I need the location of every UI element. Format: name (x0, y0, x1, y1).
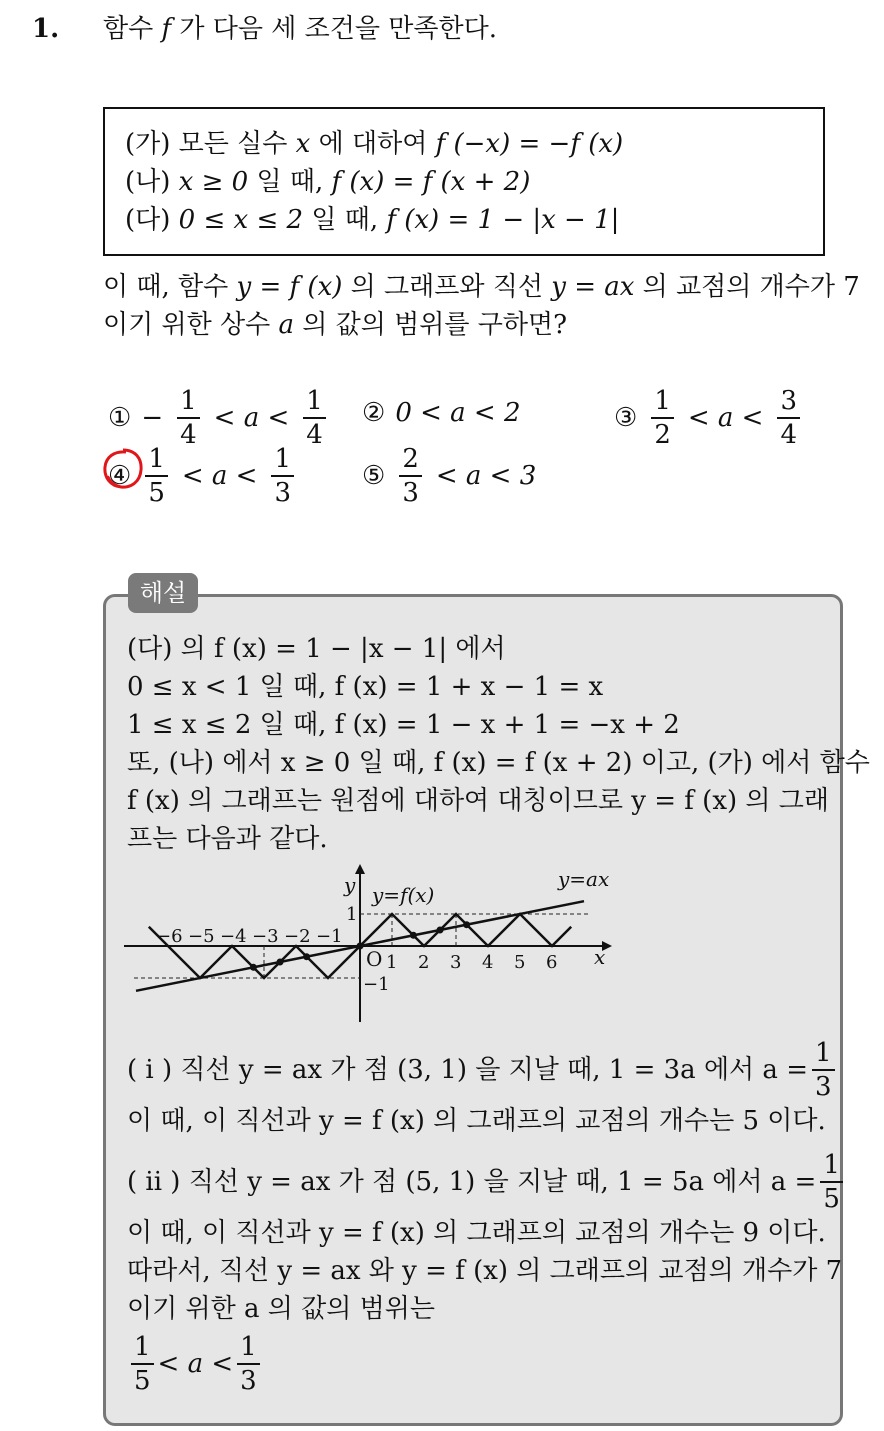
choice-mid: < a < (687, 403, 764, 433)
condition-na (125, 165, 530, 199)
x-tick-label: −1 (316, 926, 343, 947)
cond-var: x (295, 129, 311, 159)
cond-text: 일 때, (303, 205, 387, 235)
answer-fraction-left (131, 1334, 154, 1394)
x-tick-label: −4 (220, 926, 247, 947)
solution-tab: 해설 (128, 573, 198, 613)
frac-den: 5 (134, 1366, 151, 1396)
x-tick-label: 4 (482, 952, 494, 973)
solution-line-2: 0 ≤ x < 1 일 때, f (x) = 1 + x − 1 = x (127, 672, 604, 702)
case-2-fraction (820, 1152, 843, 1212)
question-stem (103, 12, 497, 46)
intersection-point (463, 921, 470, 928)
function-graph (124, 862, 624, 1027)
condition-ga (125, 127, 623, 161)
choice-mid: < a < (181, 461, 258, 491)
solution-line-5: f (x) 의 그래프는 원점에 대하여 대칭이므로 y = f (x) 의 그래 (127, 786, 830, 816)
solution-line-1: (다) 의 f (x) = 1 − |x − 1| 에서 (127, 634, 506, 664)
condition-da (125, 203, 619, 237)
solution-line-4: 또, (나) 에서 x ≥ 0 일 때, f (x) = f (x + 2) 이고, (가) 에서 함수 (127, 748, 870, 778)
q-math: y = ax (551, 272, 635, 302)
stem-text-2: 가 다음 세 조건을 만족한다. (171, 14, 497, 44)
intersection-point (437, 927, 444, 934)
q-text: 의 그래프와 직선 (342, 272, 552, 302)
frac-num: 3 (777, 388, 800, 419)
choice-fraction-left (399, 446, 422, 506)
choice-mid: < a < (213, 403, 290, 433)
frac-num: 1 (145, 446, 168, 477)
frac-num: 1 (812, 1040, 835, 1071)
cond-label: (다) (125, 205, 179, 235)
frac-num: 1 (177, 388, 200, 419)
question-number: 1. (32, 14, 60, 44)
frac-den: 3 (274, 478, 292, 508)
cond-var: 0 ≤ x ≤ 2 (178, 205, 304, 235)
question-line-1 (103, 270, 860, 304)
stem-var: f (161, 14, 172, 44)
choice-sign: − (141, 403, 164, 433)
choice-2[interactable] (362, 398, 521, 428)
answer-fraction-right (237, 1334, 260, 1394)
case-1-fraction (812, 1040, 835, 1100)
choice-number: ③ (614, 403, 638, 433)
x-tick-label: −3 (252, 926, 279, 947)
frac-den: 5 (148, 478, 165, 508)
choice-number: ② (362, 398, 386, 428)
frac-den: 4 (780, 420, 798, 450)
choice-fraction-left (177, 388, 200, 448)
q-math: y = f (x) (236, 272, 343, 302)
x-tick-label: 1 (386, 952, 398, 973)
x-axis-label: x (594, 945, 606, 969)
frac-num: 1 (131, 1334, 154, 1365)
choice-5[interactable] (362, 446, 536, 506)
question-line-2 (103, 308, 567, 342)
choice-fraction-right (271, 446, 294, 506)
choice-4[interactable] (108, 446, 298, 506)
x-tick-label: 5 (514, 952, 526, 973)
frac-den: 2 (654, 420, 671, 450)
line-label: y=ax (558, 867, 610, 891)
frac-num: 1 (271, 446, 294, 477)
intersection-point (277, 959, 284, 966)
conclusion-line-2: 이기 위한 a 의 값의 범위는 (127, 1294, 435, 1324)
intersection-point (303, 953, 310, 960)
y-axis-arrow-icon (355, 864, 365, 874)
cond-eq: f (x) = 1 − |x − 1| (386, 205, 620, 235)
q-text: 의 교점의 개수가 7 (634, 272, 860, 302)
case-2-result: 이 때, 이 직선과 y = f (x) 의 그래프의 교점의 개수는 9 이다. (127, 1218, 826, 1248)
y-tick-1: 1 (346, 904, 358, 925)
case-2-text: ( ii ) 직선 y = ax 가 점 (5, 1) 을 지날 때, 1 = 5a 에서 a = (127, 1167, 817, 1197)
answer-mid: < a < (157, 1349, 234, 1379)
frac-den: 3 (240, 1366, 257, 1396)
final-answer (127, 1334, 264, 1394)
origin-label: O (366, 947, 383, 971)
case-2-line (127, 1152, 847, 1212)
case-1-text: ( i ) 직선 y = ax 가 점 (3, 1) 을 지날 때, 1 = 3a 에서 a = (127, 1055, 808, 1085)
case-1-result: 이 때, 이 직선과 y = f (x) 의 그래프의 교점의 개수는 5 이다. (127, 1106, 826, 1136)
cond-label: (가) 모든 실수 (125, 129, 296, 159)
x-tick-label: −6 (156, 926, 183, 947)
cond-text: 에 대하여 (310, 129, 436, 159)
frac-num: 1 (651, 388, 674, 419)
choice-3[interactable] (614, 388, 804, 448)
q-text: 이 때, 함수 (103, 272, 237, 302)
q-text: 이기 위한 상수 (103, 310, 279, 340)
choice-fraction-left (651, 388, 674, 448)
conclusion-line-1: 따라서, 직선 y = ax 와 y = f (x) 의 그래프의 교점의 개수가 7 (127, 1256, 843, 1286)
x-tick-label: 2 (418, 952, 430, 973)
frac-den: 3 (402, 478, 419, 508)
intersection-point (250, 964, 257, 971)
frac-num: 1 (237, 1334, 260, 1365)
choice-number: ⑤ (362, 461, 386, 491)
x-tick-label: −5 (188, 926, 215, 947)
cond-var: x ≥ 0 (178, 167, 249, 197)
stem-text-1: 함수 (103, 14, 162, 44)
q-math: a (278, 310, 295, 340)
choice-text: 0 < a < 2 (395, 398, 521, 428)
q-text: 의 값의 범위를 구하면? (294, 310, 568, 340)
cond-label: (나) (125, 167, 179, 197)
frac-den: 4 (180, 420, 197, 450)
choice-fraction-right (777, 388, 800, 448)
solution-line-3: 1 ≤ x ≤ 2 일 때, f (x) = 1 − x + 1 = −x + 2 (127, 710, 680, 740)
x-tick-label: −2 (284, 926, 311, 947)
y-tick-minus1: −1 (363, 974, 390, 995)
choice-number: ① (108, 403, 132, 433)
frac-den: 3 (815, 1072, 832, 1102)
choice-1[interactable] (108, 388, 330, 448)
choice-number: ④ (108, 461, 132, 491)
intersection-point (357, 943, 364, 950)
y-axis-label: y (344, 873, 356, 897)
x-tick-label: 3 (450, 952, 462, 973)
frac-num: 1 (303, 388, 326, 419)
frac-den: 5 (823, 1184, 840, 1214)
conditions-box (103, 107, 825, 256)
case-1-line (127, 1040, 839, 1100)
curve-label: y=f(x) (372, 883, 435, 907)
choice-fraction-right (303, 388, 326, 448)
intersection-point (410, 932, 417, 939)
frac-num: 1 (820, 1152, 843, 1183)
choice-fraction-left (145, 446, 168, 506)
x-tick-label: 6 (546, 952, 558, 973)
cond-eq: f (−x) = −f (x) (435, 129, 624, 159)
frac-num: 2 (399, 446, 422, 477)
cond-eq: f (x) = f (x + 2) (331, 167, 531, 197)
solution-line-6: 프는 다음과 같다. (127, 824, 328, 854)
frac-den: 4 (306, 420, 323, 450)
cond-text: 일 때, (248, 167, 332, 197)
choice-mid: < a < 3 (435, 461, 537, 491)
